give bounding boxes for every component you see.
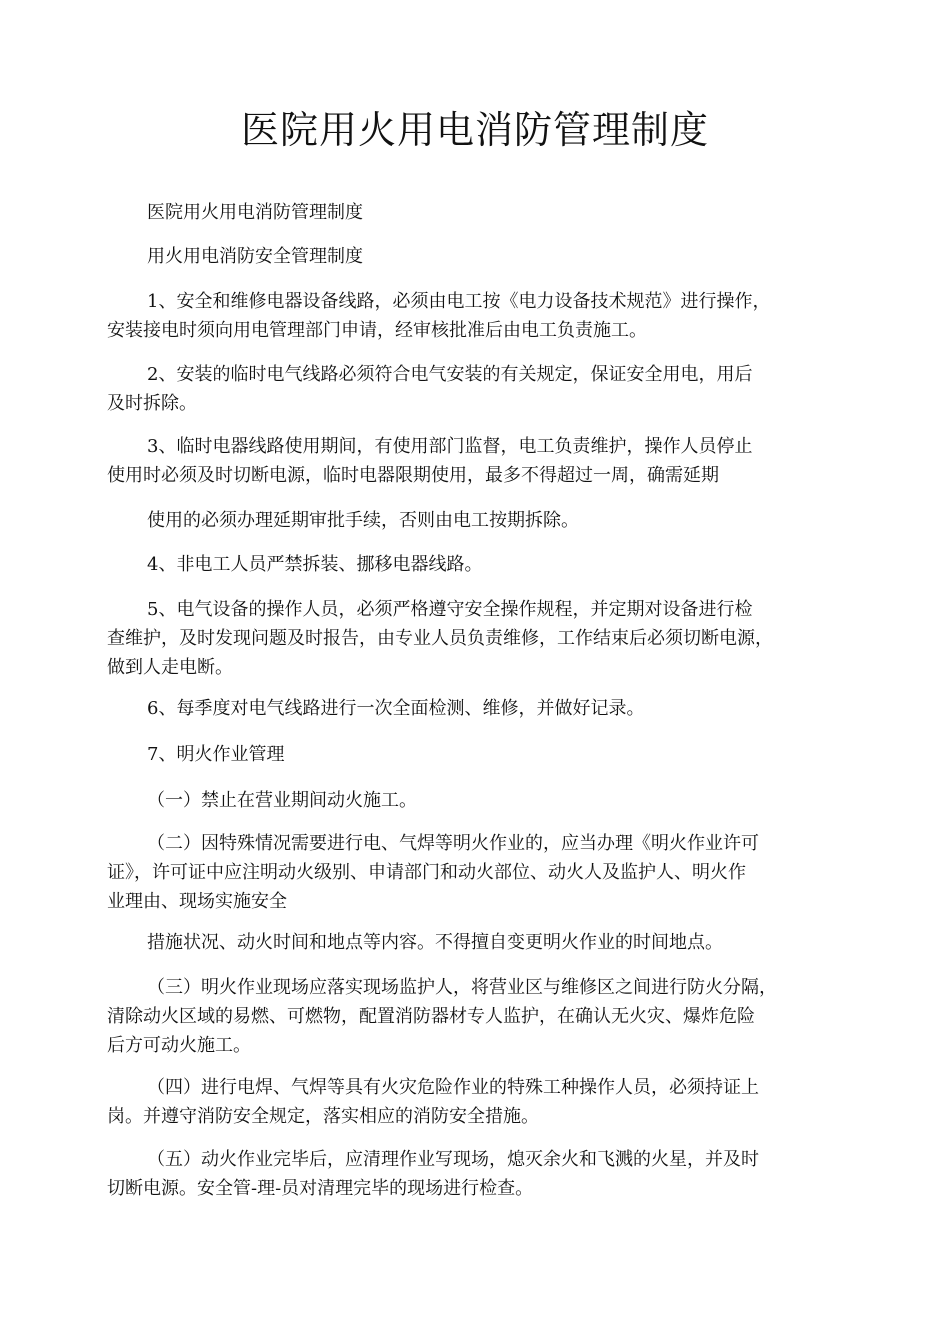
paragraph-line: 安装接电时须向用电管理部门申请，经审核批准后由电工负责施工。 xyxy=(107,320,647,341)
paragraph-line: 查维护，及时发现问题及时报告，由专业人员负责维修，工作结束后必须切断电源， xyxy=(107,628,773,649)
paragraph-line: 岗。并遵守消防安全规定，落实相应的消防安全措施。 xyxy=(107,1106,539,1127)
paragraph-line: 5、电气设备的操作人员，必须严格遵守安全操作规程，并定期对设备进行检 xyxy=(147,599,753,620)
paragraph-line: 措施状况、动火时间和地点等内容。不得擅自变更明火作业的时间地点。 xyxy=(147,932,723,953)
paragraph-line: 业理由、现场实施安全 xyxy=(107,891,287,912)
paragraph-item-3 xyxy=(107,432,867,490)
paragraph-sub-item-4 xyxy=(107,1073,867,1131)
paragraph-line: 1、安全和维修电器设备线路，必须由电工按《电力设备技术规范》进行操作， xyxy=(147,291,771,312)
paragraph-line: 6、每季度对电气线路进行一次全面检测、维修，并做好记录。 xyxy=(147,698,645,719)
paragraph-line: 使用时必须及时切断电源，临时电器限期使用，最多不得超过一周，确需延期 xyxy=(107,465,719,486)
paragraph-item-4 xyxy=(107,550,867,579)
paragraph-item-7 xyxy=(107,740,867,769)
paragraph-line: （三）明火作业现场应落实现场监护人，将营业区与维修区之间进行防火分隔， xyxy=(147,977,777,998)
paragraph-item-3-continued xyxy=(107,506,867,535)
paragraph-line: 3、临时电器线路使用期间，有使用部门监督，电工负责维护，操作人员停止 xyxy=(147,436,753,457)
paragraph-sub-item-2 xyxy=(107,829,867,916)
paragraph-line: 切断电源。安全管-理-员对清理完毕的现场进行检查。 xyxy=(107,1178,534,1199)
paragraph-line: （五）动火作业完毕后，应清理作业写现场，熄灭余火和飞溅的火星，并及时 xyxy=(147,1149,759,1170)
document-title: 医院用火用电消防管理制度 xyxy=(240,108,709,152)
paragraph-item-6 xyxy=(107,694,867,723)
paragraph-line: 用火用电消防安全管理制度 xyxy=(147,246,363,267)
paragraph-line: 4、非电工人员严禁拆装、挪移电器线路。 xyxy=(147,554,483,575)
paragraph-sub-item-2-continued xyxy=(107,928,867,957)
paragraph-line: 证》，许可证中应注明动火级别、申请部门和动火部位、动火人及监护人、明火作 xyxy=(107,862,746,883)
paragraph-line: 使用的必须办理延期审批手续，否则由电工按期拆除。 xyxy=(147,510,579,531)
paragraph-line: 做到人走电断。 xyxy=(107,657,233,678)
paragraph-sub-item-3 xyxy=(107,973,867,1060)
paragraph-subtitle-2 xyxy=(107,242,867,271)
paragraph-line: （二）因特殊情况需要进行电、气焊等明火作业的，应当办理《明火作业许可 xyxy=(147,833,759,854)
paragraph-line: （一）禁止在营业期间动火施工。 xyxy=(147,790,417,811)
paragraph-line: （四）进行电焊、气焊等具有火灾危险作业的特殊工种操作人员，必须持证上 xyxy=(147,1077,759,1098)
paragraph-subtitle-1 xyxy=(107,198,867,227)
paragraph-sub-item-1 xyxy=(107,786,867,815)
paragraph-line: 7、明火作业管理 xyxy=(147,744,285,765)
paragraph-line: 后方可动火施工。 xyxy=(107,1035,251,1056)
paragraph-sub-item-5 xyxy=(107,1145,867,1203)
paragraph-line: 2、安装的临时电气线路必须符合电气安装的有关规定，保证安全用电，用后 xyxy=(147,364,753,385)
paragraph-line: 清除动火区域的易燃、可燃物，配置消防器材专人监护，在确认无火灾、爆炸危险 xyxy=(107,1006,755,1027)
paragraph-item-2 xyxy=(107,360,867,418)
paragraph-item-1 xyxy=(107,287,867,345)
paragraph-line: 及时拆除。 xyxy=(107,393,197,414)
paragraph-item-5 xyxy=(107,595,867,682)
paragraph-line: 医院用火用电消防管理制度 xyxy=(147,202,363,223)
